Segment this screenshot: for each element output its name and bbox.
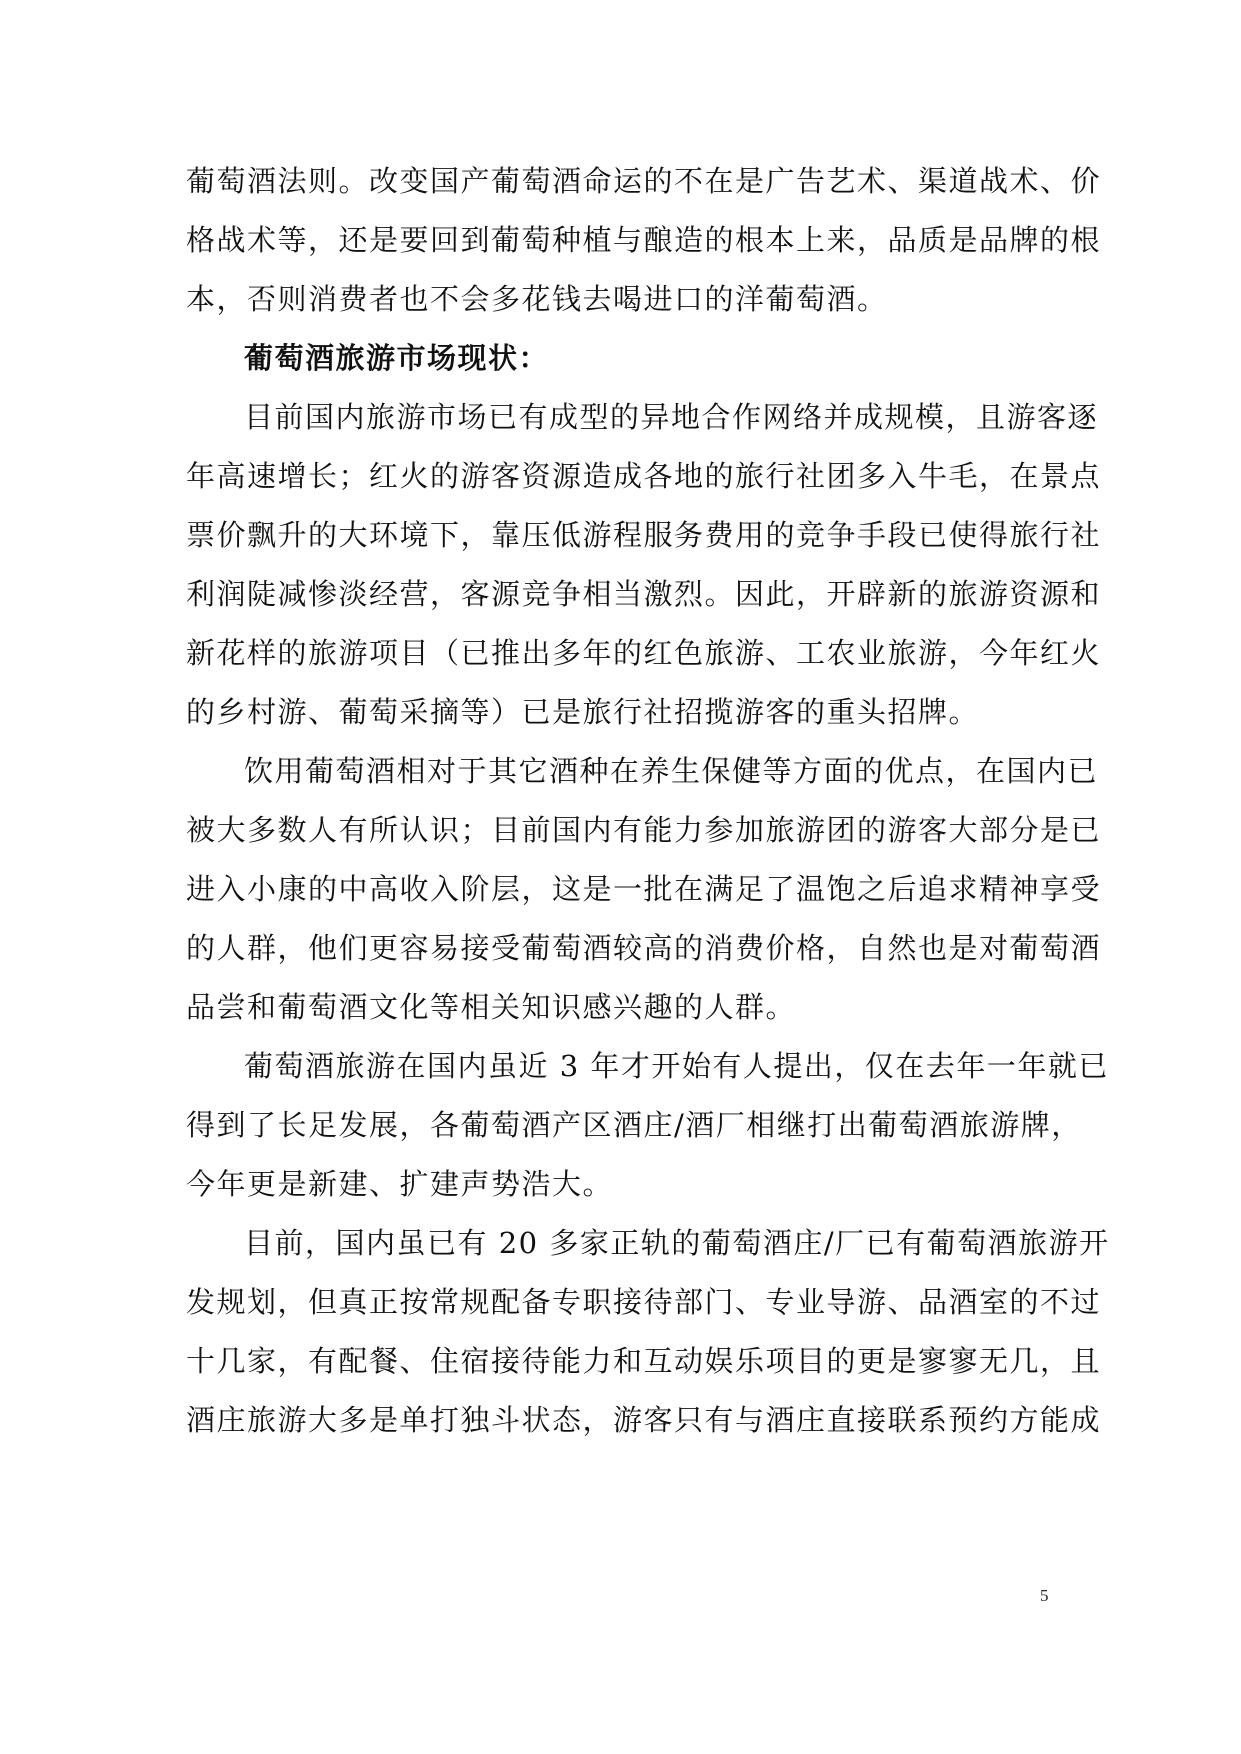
- text-line: 的乡村游、葡萄采摘等）已是旅行社招揽游客的重头招牌。: [186, 695, 980, 729]
- text-line: 新花样的旅游项目（已推出多年的红色旅游、工农业旅游，今年红火: [186, 636, 1102, 670]
- paragraph-wine-benefits: [186, 742, 1102, 1037]
- text-line: 今年更是新建、扩建声势浩大。: [186, 1167, 614, 1201]
- text-line: 得到了长足发展，各葡萄酒产区酒庄/酒厂相继打出葡萄酒旅游牌，: [186, 1108, 1082, 1142]
- text-line: 格战术等，还是要回到葡萄种植与酿造的根本上来，品质是品牌的根: [186, 223, 1102, 257]
- text-line: 葡萄酒旅游在国内虽近 3 年才开始有人提出，仅在去年一年就已: [244, 1049, 1109, 1083]
- heading-text: 葡萄酒旅游市场现状：: [244, 341, 550, 375]
- text-line: 被大多数人有所认识；目前国内有能力参加旅游团的游客大部分是已: [186, 813, 1102, 847]
- paragraph-continued: [186, 152, 1102, 329]
- text-line: 品尝和葡萄酒文化等相关知识感兴趣的人群。: [186, 990, 797, 1024]
- text-line: 十几家，有配餐、住宿接待能力和互动娱乐项目的更是寥寥无几，且: [186, 1344, 1102, 1378]
- text-line: 票价飘升的大环境下，靠压低游程服务费用的竞争手段已使得旅行社: [186, 518, 1102, 552]
- section-heading: [186, 329, 1056, 388]
- text-line: 进入小康的中高收入阶层，这是一批在满足了温饱之后追求精神享受: [186, 872, 1102, 906]
- text-line: 目前国内旅游市场已有成型的异地合作网络并成规模，且游客逐: [244, 400, 1099, 434]
- paragraph-wineries-status: [186, 1214, 1110, 1450]
- text-line: 利润陡减惨淡经营，客源竞争相当激烈。因此，开辟新的旅游资源和: [186, 577, 1102, 611]
- page-number: 5: [1040, 1586, 1049, 1605]
- paragraph-wine-tourism-growth: [186, 1037, 1109, 1214]
- text-line: 本，否则消费者也不会多花钱去喝进口的洋葡萄酒。: [186, 282, 888, 316]
- page-body: [186, 152, 1110, 1450]
- text-line: 年高速增长；红火的游客资源造成各地的旅行社团多入牛毛，在景点: [186, 459, 1102, 493]
- text-line: 饮用葡萄酒相对于其它酒种在养生保健等方面的优点，在国内已: [244, 754, 1099, 788]
- text-line: 发规划，但真正按常规配备专职接待部门、专业导游、品酒室的不过: [186, 1285, 1102, 1319]
- text-line: 葡萄酒法则。改变国产葡萄酒命运的不在是广告艺术、渠道战术、价: [186, 164, 1102, 198]
- text-line: 的人群，他们更容易接受葡萄酒较高的消费价格，自然也是对葡萄酒: [186, 931, 1102, 965]
- text-line: 酒庄旅游大多是单打独斗状态，游客只有与酒庄直接联系预约方能成: [186, 1403, 1102, 1437]
- paragraph-market-network: [186, 388, 1102, 742]
- text-line: 目前，国内虽已有 20 多家正轨的葡萄酒庄/厂已有葡萄酒旅游开: [244, 1226, 1110, 1260]
